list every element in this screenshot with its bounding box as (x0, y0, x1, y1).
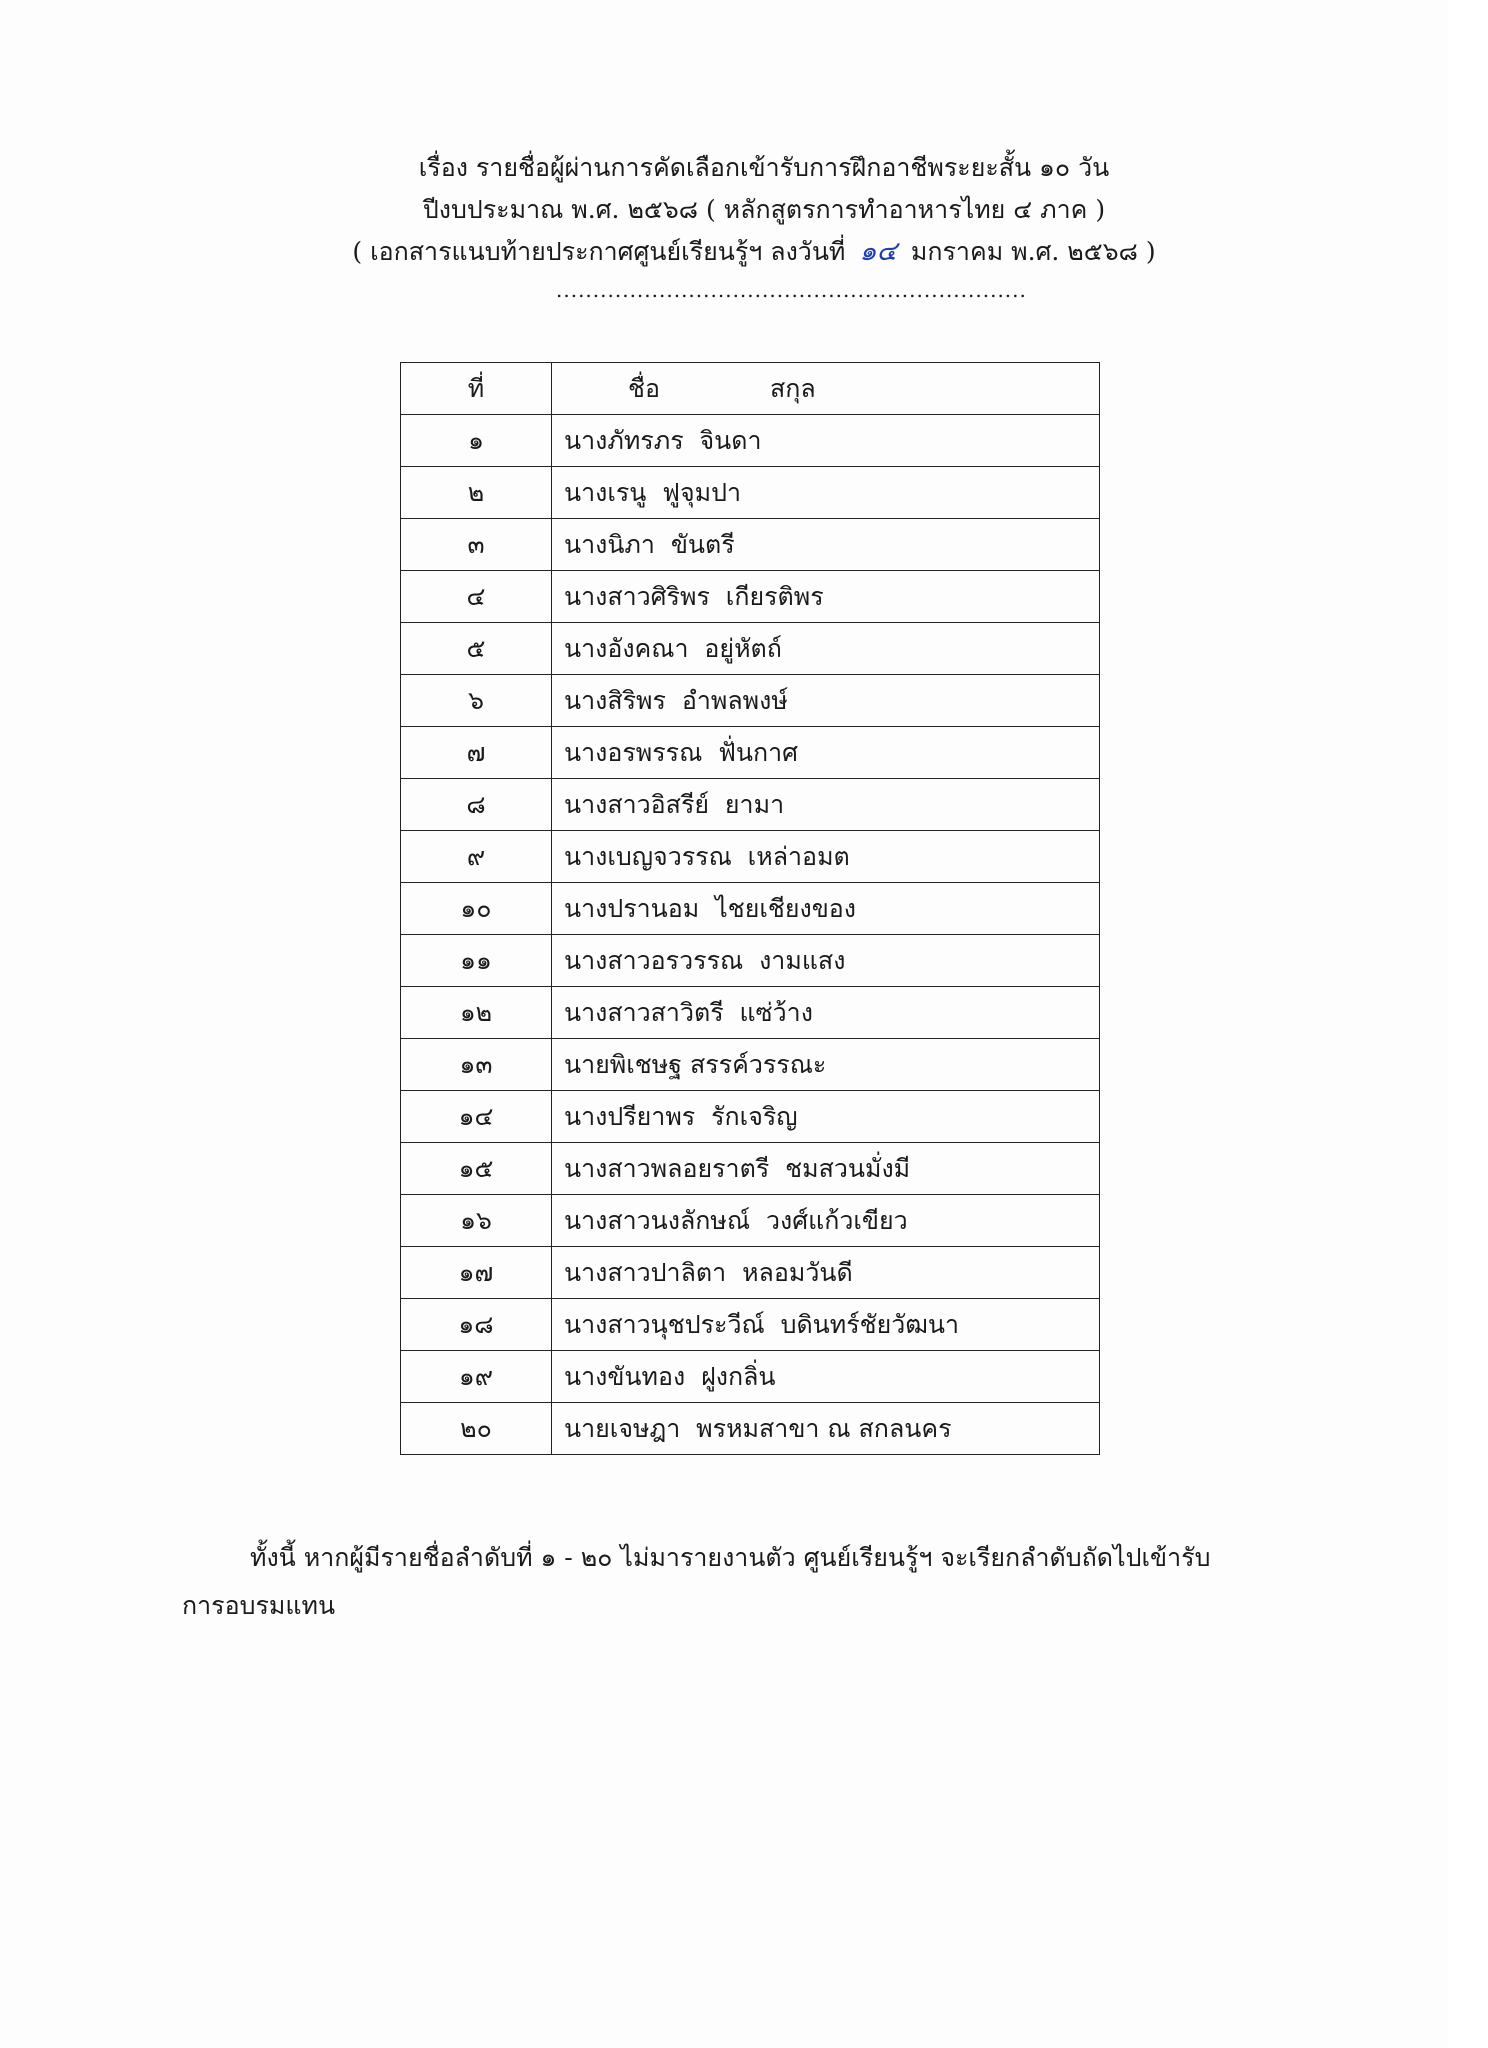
roster-table (400, 362, 1100, 1455)
row-fullname: นางสาวศิริพร เกียรติพร (552, 571, 1100, 623)
row-fullname: นางสาวพลอยราตรี ชมสวนมั่งมี (552, 1143, 1100, 1195)
row-number: ๑๕ (401, 1143, 552, 1195)
table-row (401, 467, 1100, 519)
footer-text: ทั้งนี้ หากผู้มีรายชื่อลำดับที่ ๑ - ๒๐ ไม่มารายงานตัว ศูนย์เรียนรู้ฯ จะเรียกลำดับถัดไปเข้ารับการอบรมแทน (182, 1543, 1211, 1620)
table-row (401, 883, 1100, 935)
row-number: ๔ (401, 571, 552, 623)
table-row (401, 1351, 1100, 1403)
title-line-2: ปีงบประมาณ พ.ศ. ๒๕๖๘ ( หลักสูตรการทำอาหารไทย ๔ ภาค ) (422, 195, 1106, 224)
table-row (401, 935, 1100, 987)
row-fullname: นางปรียาพร รักเจริญ (552, 1091, 1100, 1143)
row-fullname: นางสาวสาวิตรี แซ่ว้าง (552, 987, 1100, 1039)
table-row (401, 1195, 1100, 1247)
table-row (401, 675, 1100, 727)
table-row (401, 987, 1100, 1039)
title-line-3-suffix: มกราคม พ.ศ. ๒๕๖๘ ) (910, 237, 1156, 266)
table-row (401, 831, 1100, 883)
table-header-row (401, 363, 1100, 415)
handwritten-day: ๑๔ (859, 236, 897, 267)
row-number: ๘ (401, 779, 552, 831)
row-fullname: นางสาวอรวรรณ งามแสง (552, 935, 1100, 987)
title-line-3-prefix: ( เอกสารแนบท้ายประกาศศูนย์เรียนรู้ฯ ลงวันที่ (352, 237, 846, 266)
row-fullname: นายเจษฎา พรหมสาขา ณ สกลนคร (552, 1403, 1100, 1455)
row-number: ๑๖ (401, 1195, 552, 1247)
row-number: ๑๐ (401, 883, 552, 935)
row-number: ๑๗ (401, 1247, 552, 1299)
title-line-1: เรื่อง รายชื่อผู้ผ่านการคัดเลือกเข้ารับการฝึกอาชีพระยะสั้น ๑๐ วัน (418, 153, 1110, 182)
row-fullname: นางสาวปาลิตา หลอมวันดี (552, 1247, 1100, 1299)
row-number: ๑๒ (401, 987, 552, 1039)
table-row (401, 1403, 1100, 1455)
row-number: ๒ (401, 467, 552, 519)
row-number: ๕ (401, 623, 552, 675)
column-header-surname: สกุล (769, 373, 816, 403)
table-row (401, 623, 1100, 675)
table-row (401, 1247, 1100, 1299)
row-fullname: นางสาวนุชประวีณ์ บดินทร์ชัยวัฒนา (552, 1299, 1100, 1351)
row-fullname: นางขันทอง ฝูงกลิ่น (552, 1351, 1100, 1403)
table-row (401, 1143, 1100, 1195)
row-number: ๑ (401, 415, 552, 467)
row-number: ๑๑ (401, 935, 552, 987)
row-fullname: นางสิริพร อำพลพงษ์ (552, 675, 1100, 727)
row-fullname: นางสาวนงลักษณ์ วงศ์แก้วเขียว (552, 1195, 1100, 1247)
column-header-no: ที่ (401, 363, 552, 415)
table-row (401, 1091, 1100, 1143)
row-fullname: นางอังคณา อยู่หัตถ์ (552, 623, 1100, 675)
column-header-firstname: ชื่อ (628, 373, 660, 403)
title-line-3 (30, 232, 1478, 272)
table-row (401, 1299, 1100, 1351)
row-number: ๒๐ (401, 1403, 552, 1455)
table-row (401, 571, 1100, 623)
footer-note (182, 1534, 1212, 1630)
row-fullname: นางเบญจวรรณ เหล่าอมต (552, 831, 1100, 883)
row-fullname: นางเรนู ฟูจุมปา (552, 467, 1100, 519)
row-fullname: นางภัทรภร จินดา (552, 415, 1100, 467)
row-number: ๙ (401, 831, 552, 883)
row-number: ๖ (401, 675, 552, 727)
separator-dots: ................................................................ (556, 278, 1027, 302)
table-row (401, 519, 1100, 571)
row-number: ๗ (401, 727, 552, 779)
row-number: ๑๘ (401, 1299, 552, 1351)
row-fullname: นางสาวอิสรีย์ ยามา (552, 779, 1100, 831)
row-number: ๓ (401, 519, 552, 571)
table-row (401, 779, 1100, 831)
table-row (401, 1039, 1100, 1091)
column-header-name (552, 363, 1100, 415)
row-number: ๑๓ (401, 1039, 552, 1091)
table-row (401, 727, 1100, 779)
row-fullname: นายพิเชษฐ สรรค์วรรณะ (552, 1039, 1100, 1091)
table-body (401, 415, 1100, 1455)
table-row (401, 415, 1100, 467)
row-fullname: นางปรานอม ไชยเชียงของ (552, 883, 1100, 935)
row-fullname: นางอรพรรณ ฟั่นกาศ (552, 727, 1100, 779)
row-fullname: นางนิภา ขันตรี (552, 519, 1100, 571)
row-number: ๑๙ (401, 1351, 552, 1403)
row-number: ๑๔ (401, 1091, 552, 1143)
